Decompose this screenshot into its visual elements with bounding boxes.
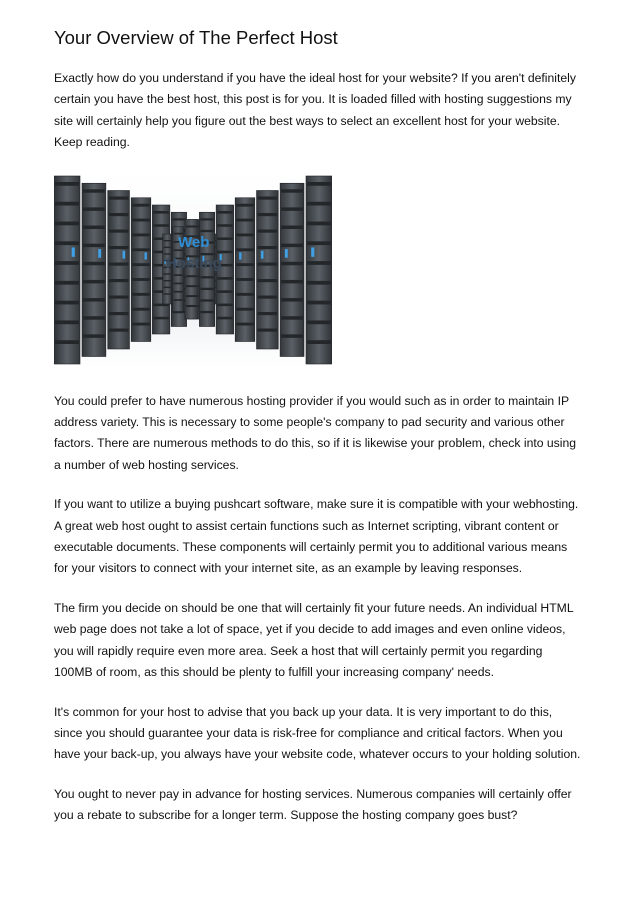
- rack-slot: [153, 211, 169, 214]
- rack-slot: [258, 229, 278, 232]
- rack-slot: [55, 320, 79, 324]
- rack-slot: [200, 218, 213, 220]
- rack-slot: [164, 286, 171, 287]
- rack-slot: [236, 278, 254, 281]
- rack-slot: [109, 328, 129, 331]
- rack-slot: [83, 261, 105, 264]
- rack-slot: [109, 312, 129, 315]
- rack-status-light: [98, 249, 101, 258]
- rack-slot: [55, 261, 79, 265]
- rack-slot: [55, 281, 79, 285]
- rack-slot: [132, 293, 150, 296]
- rack-slot: [55, 221, 79, 225]
- rack-slot: [200, 287, 213, 289]
- rack-slot: [55, 182, 79, 186]
- rack-slot: [281, 298, 303, 301]
- rack-slot: [281, 316, 303, 319]
- rack-slot: [186, 285, 197, 287]
- image-label-web: Web: [178, 233, 210, 251]
- paragraph-5: It's common for your host to advise that you back up your data. It is very important to do this, since you should guarantee your data is risk-free for compliance and critical factors. When you have your back-up, you always have your website code, whatever occurs to your holding solution.: [54, 704, 581, 762]
- rack-slot: [186, 305, 197, 307]
- rack-slot: [258, 328, 278, 331]
- rack-slot: [83, 298, 105, 301]
- document-page: [54, 26, 584, 845]
- rack-status-light: [285, 249, 288, 258]
- rack-slot: [164, 246, 171, 247]
- rack-slot: [55, 201, 79, 205]
- rack-status-light: [145, 252, 147, 259]
- rack-slot: [83, 280, 105, 283]
- rack-slot: [132, 307, 150, 310]
- rack-slot: [200, 299, 213, 301]
- rack-slot: [153, 224, 169, 227]
- rack-slot: [217, 277, 233, 280]
- rack-slot: [186, 275, 197, 277]
- rack-slot: [281, 261, 303, 264]
- rack-slot: [307, 340, 331, 344]
- rack-slot: [132, 248, 150, 251]
- rack-slot: [307, 221, 331, 225]
- rack-slot: [83, 334, 105, 337]
- rack-slot: [174, 282, 183, 284]
- rack-slot: [236, 248, 254, 251]
- rack-slot: [132, 218, 150, 221]
- rack-slot: [174, 299, 183, 301]
- rack-slot: [109, 229, 129, 232]
- rack-slot: [258, 246, 278, 249]
- rack-slot: [307, 281, 331, 285]
- rack-slot: [217, 211, 233, 214]
- rack-status-light: [261, 250, 264, 258]
- rack-slot: [132, 203, 150, 206]
- rack-slot: [200, 311, 213, 313]
- image-label-hosting: Hosting: [166, 254, 222, 272]
- paragraph-4: The firm you decide on should be one that will certainly fit your future needs. An individual HTML web page does not take a lot of space, yet if you decide to add images and even online videos, you will rapidly require even more area. Seek a host that will certainly permit you regarding 100MB of room, as this should be plenty to fulfill your increasing company' needs.: [54, 600, 574, 680]
- rack-slot: [109, 262, 129, 265]
- rack-slot: [217, 250, 233, 253]
- rack-slot: [281, 280, 303, 283]
- rack-slot: [236, 263, 254, 266]
- rack-slot: [236, 218, 254, 221]
- paragraph-2: You could prefer to have numerous hosting provider if you would such as in order to maintain IP address variety. This is necessary to some people's company to pad security and various other factors. There are numerous methods to do this, so if it is likewise your problem, check into using a number of web hosting services.: [54, 393, 577, 472]
- rack-slot: [307, 261, 331, 265]
- rack-slot: [258, 312, 278, 315]
- rack-slot: [258, 295, 278, 298]
- rack-slot: [200, 276, 213, 278]
- rack-slot: [281, 334, 303, 337]
- rack-slot: [109, 279, 129, 282]
- rack-slot: [164, 293, 171, 294]
- rack-slot: [132, 233, 150, 236]
- rack-slot: [164, 280, 171, 281]
- rack-status-light: [72, 247, 75, 256]
- rack-slot: [174, 291, 183, 293]
- rack-slot: [307, 241, 331, 245]
- rack-slot: [132, 322, 150, 325]
- rack-slot: [307, 201, 331, 205]
- rack-slot: [83, 243, 105, 246]
- rack-slot: [174, 274, 183, 276]
- paragraph-3: If you want to utilize a buying pushcart software, make sure it is compatible with your webhosting. A great web host ought to assist certain functions such as Internet scripting, vibrant content or executable documents. These components will certainly permit you to additional various means for your visitors to connect with your internet site, as an example by leaving responses.: [54, 497, 579, 576]
- rack-slot: [109, 295, 129, 298]
- rack-slot: [83, 189, 105, 192]
- rack-slot: [164, 240, 171, 241]
- rack-slot: [307, 300, 331, 304]
- rack-slot: [55, 300, 79, 304]
- rack-slot: [164, 273, 171, 274]
- rack-slot: [258, 262, 278, 265]
- rack-slot: [258, 279, 278, 282]
- rack-slot: [258, 213, 278, 216]
- rack-slot: [236, 233, 254, 236]
- rack-slot: [281, 189, 303, 192]
- rack-slot: [217, 290, 233, 293]
- rack-slot: [236, 322, 254, 325]
- rack-slot: [186, 295, 197, 297]
- rack-slot: [281, 225, 303, 228]
- rack-status-light: [123, 250, 126, 258]
- rack-slot: [307, 182, 331, 186]
- rack-slot: [236, 203, 254, 206]
- rack-slot: [217, 303, 233, 306]
- rack-status-light: [239, 252, 241, 259]
- rack-slot: [307, 320, 331, 324]
- rack-slot: [281, 243, 303, 246]
- web-hosting-image: [54, 172, 332, 368]
- rack-slot: [186, 225, 197, 227]
- rack-slot: [258, 196, 278, 199]
- rack-status-light: [311, 247, 314, 256]
- rack-slot: [109, 213, 129, 216]
- rack-slot: [281, 207, 303, 210]
- rack-slot: [132, 278, 150, 281]
- paragraph-intro: Exactly how do you understand if you have the ideal host for your website? If you aren't definitely certain you have the best host, this post is for you. It is loaded filled with hosting suggestions my site will certainly help you figure out the best ways to select an excellent host for your website. Keep reading.: [54, 71, 576, 150]
- rack-slot: [236, 307, 254, 310]
- rack-slot: [55, 340, 79, 344]
- rack-slot: [109, 246, 129, 249]
- rack-slot: [83, 207, 105, 210]
- rack-slot: [217, 316, 233, 319]
- rack-slot: [83, 225, 105, 228]
- rack-slot: [153, 316, 169, 319]
- rack-slot: [236, 293, 254, 296]
- rack-slot: [217, 237, 233, 240]
- rack-slot: [109, 196, 129, 199]
- rack-slot: [55, 241, 79, 245]
- rack-slot: [172, 218, 185, 220]
- rack-slot: [217, 224, 233, 227]
- rack-slot: [132, 263, 150, 266]
- rack-slot: [83, 316, 105, 319]
- article-title: Your Overview of The Perfect Host: [54, 27, 338, 48]
- server-racks-illustration: [54, 172, 332, 368]
- rack-slot: [200, 229, 213, 231]
- paragraph-6: You ought to never pay in advance for hosting services. Numerous companies will certainly offer you a rebate to subscribe for a longer term. Suppose the hosting company goes bust?: [54, 786, 572, 823]
